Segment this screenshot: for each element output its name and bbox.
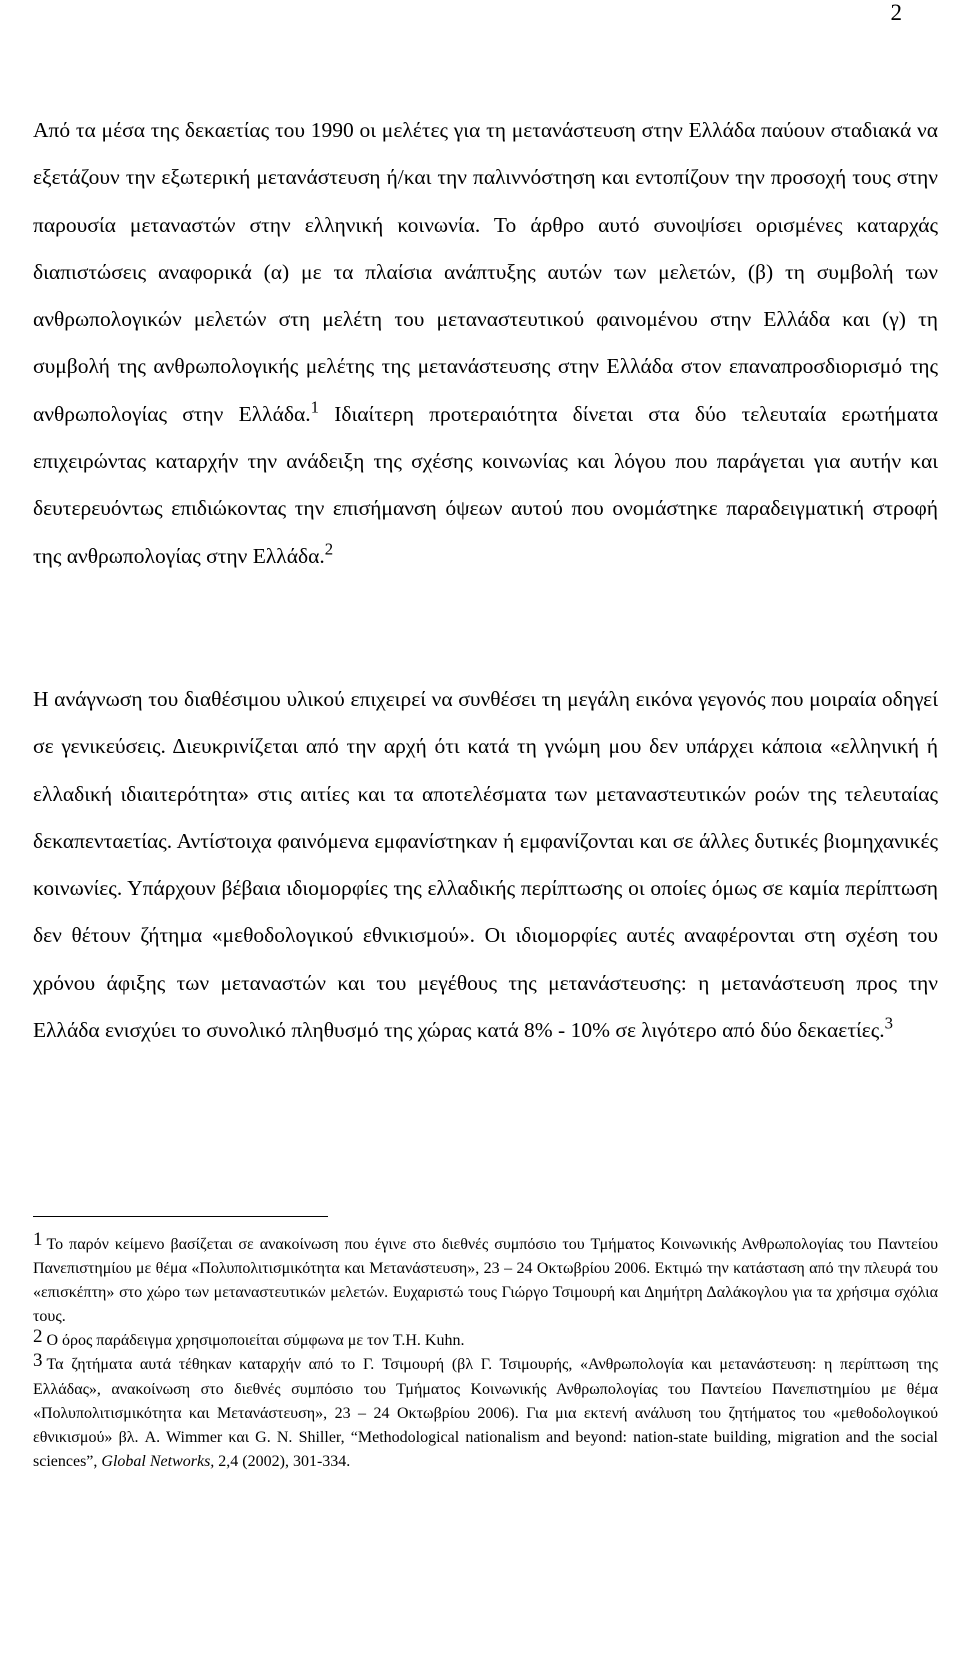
body-paragraph-1 bbox=[33, 107, 938, 580]
footnote-ref-2[interactable]: 2 bbox=[324, 539, 334, 559]
footnotes-section bbox=[33, 1229, 938, 1474]
footnote-1 bbox=[33, 1229, 938, 1329]
paragraph-text: Ιδιαίτερη προτεραιότητα δίνεται στα δύο τελευταία ερωτήματα επιχειρώντας καταρχήν την ανάδειξη της σχέσης κοινωνίας και λόγου που παράγεται για αυτήν και δευτερευόντως επιδιώκοντας την επισήμανση όψεων αυτού που ονομάστηκε παραδειγματική στροφή της ανθρωπολογίας στην Ελλάδα. bbox=[33, 401, 938, 568]
footnote-mark: 1 bbox=[33, 1229, 43, 1251]
footnote-mark: 2 bbox=[33, 1325, 43, 1347]
page-number: 2 bbox=[890, 0, 902, 25]
footnote-ref-3[interactable]: 3 bbox=[884, 1013, 894, 1033]
footnote-3 bbox=[33, 1349, 938, 1473]
footnote-2 bbox=[33, 1325, 938, 1353]
paragraph-text: Από τα μέσα της δεκαετίας του 1990 οι μελέτες για τη μετανάστευση στην Ελλάδα παύουν σταδιακά να εξετάζουν την εξωτερική μετανάστευση ή/και την παλιννόστηση και εντοπίζουν την προσοχή τους στην παρουσία μεταναστών στην ελληνική κοινωνία. Το άρθρο αυτό συνοψίσει ορισμένες καταρχάς διαπιστώσεις αναφορικά (α) με τα πλαίσια ανάπτυξης αυτών των μελετών, (β) τη συμβολή των ανθρωπολογικών μελετών στη μελέτη του μεταναστευτικού φαινομένου στην Ελλάδα και (γ) τη συμβολή της ανθρωπολογικής μελέτης της μετανάστευσης στην Ελλάδα στον επαναπροσδιορισμό της ανθρωπολογίας στην Ελλάδα. bbox=[33, 118, 938, 426]
footnote-text: Το παρόν κείμενο βασίζεται σε ανακοίνωση που έγινε στο διεθνές συμπόσιο του Τμήματος Κοινωνικής Ανθρωπολογίας του Παντείου Πανεπιστημίου με θέμα «Πολυπολιτισμικότητα και Μετανάστευση», 23 – 24 Οκτωβρίου 2006. Εκτιμώ την κατάσταση από την πλευρά του «επισκέπτη» στο χώρο των μεταναστευτικών μελετών. Ευχαριστώ τους Γιώργο Τσιμουρή και Δημήτρη Δαλάκογλου για τα χρήσιμα σχόλια τους. bbox=[33, 1236, 938, 1326]
footnote-mark: 3 bbox=[33, 1349, 43, 1371]
footnote-text: 2,4 (2002), 301-334. bbox=[214, 1452, 351, 1470]
footnote-separator bbox=[33, 1216, 328, 1217]
paragraph-text: Η ανάγνωση του διαθέσιμου υλικού επιχειρεί να συνθέσει τη μεγάλη εικόνα γεγονός που μοιραία οδηγεί σε γενικεύσεις. Διευκρινίζεται από την αρχή ότι κατά τη γνώμη μου δεν υπάρχει κάποια «ελληνική ή ελλαδική ιδιαιτερότητα» στις αιτίες και τα αποτελέσματα των μεταναστευτικών ροών της τελευταίας δεκαπενταετίας. Αντίστοιχα φαινόμενα εμφανίστηκαν ή εμφανίζονται και σε άλλες δυτικές βιομηχανικές κοινωνίες. Υπάρχουν βέβαια ιδιομορφίες της ελλαδικής περίπτωσης οι οποίες όμως σε καμία περίπτωση δεν θέτουν ζήτημα «μεθοδολογικού εθνικισμού». Οι ιδιομορφίες αυτές αναφέρονται στη σχέση του χρόνου άφιξης των μεταναστών και του μεγέθους της μετανάστευσης: η μετανάστευση προς την Ελλάδα ενισχύει το συνολικό πληθυσμό της χώρας κατά 8% - 10% σε λιγότερο από δύο δεκαετίες. bbox=[33, 687, 938, 1043]
journal-title: Global Networks, bbox=[101, 1452, 215, 1470]
footnote-ref-1[interactable]: 1 bbox=[310, 397, 319, 417]
footnote-text: Τα ζητήματα αυτά τέθηκαν καταρχήν από το Γ. Τσιμουρή (βλ Γ. Τσιμουρής, «Ανθρωπολογία και μετανάστευση: η περίπτωση της Ελλάδας», ανακοίνωση στο διεθνές συμπόσιο του Τμήματος Κοινωνικής Ανθρωπολογίας του Παντείου Πανεπιστημίου με θέμα «Πολυπολιτισμικότητα και Μετανάστευση», 23 – 24 Οκτωβρίου 2006). Για μια εκτενή ανάλυση του ζητήματος του «μεθοδολογικού εθνικισμού» βλ. A. Wimmer και G. N. Shiller, “Methodological nationalism and beyond: nation-state building, migration and the social sciences”, bbox=[33, 1356, 938, 1470]
footnote-text: Ο όρος παράδειγμα χρησιμοποιείται σύμφωνα με τον T.H. Kuhn. bbox=[46, 1332, 465, 1350]
body-paragraph-2 bbox=[33, 676, 938, 1054]
